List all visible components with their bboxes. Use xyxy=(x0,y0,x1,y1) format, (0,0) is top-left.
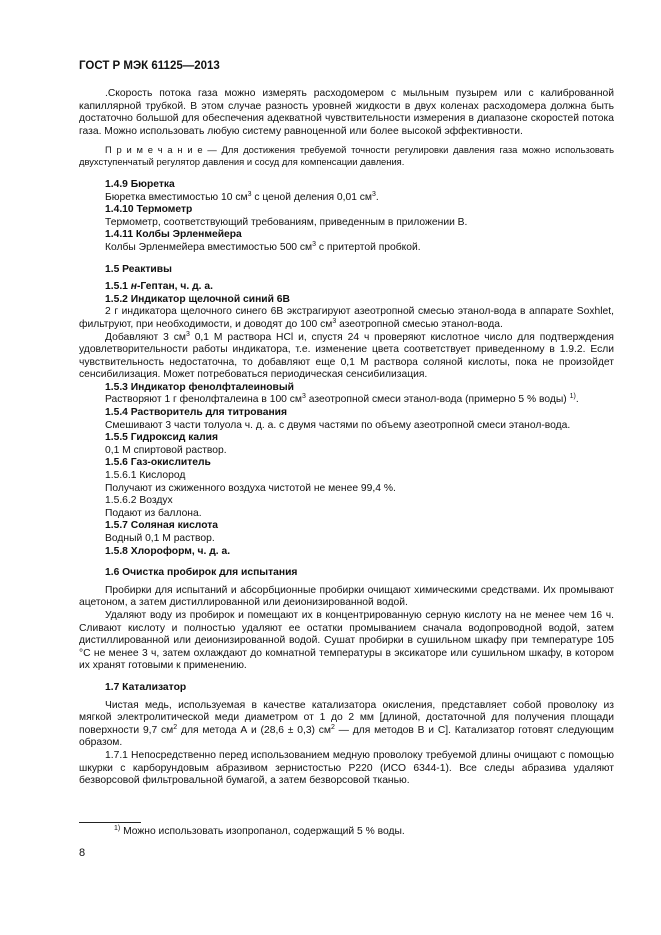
text-1-4-10: Термометр, соответствующий требованиям, приведенным в приложении В. xyxy=(105,216,468,228)
text-1-5-6-2: 1.5.6.2 Воздух xyxy=(105,495,173,507)
heading-1-5-4: 1.5.4 Растворитель для титрования xyxy=(105,407,288,419)
paragraph-1-7-a: Чистая медь, используемая в качестве катализатора окисления, представляет собой проволоку из мягкой электролитической меди диаметром от 1 до 2 мм [длиной, достаточной для получения площади поверхности 9,7 $см^2$ для метода А и (28,6 ± 0,3) $см^2$ — для методов В и С]. Катализатор готовят следующим образом. xyxy=(79,699,614,749)
paragraph-1-6-b: Удаляют воду из пробирок и помещают их в концентрированную серную кислоту на не менее чем 16 ч. Сливают кислоту и полностью удаляют ее остатки промыванием сначала водопроводной водой, затем дистиллированной или деионизированной водой. Сушат пробирки в сушильном шкафу при температуре 105 °С не менее 3 ч, затем охлаждают до комнатной температуры в эксикаторе или сушильном шкафу, в котором их хранят готовыми к применению. xyxy=(79,609,614,672)
text-1-4-9: Бюретка вместимостью 10 $см^3$ с ценой деления 0,01 $см^3$. xyxy=(105,190,379,203)
heading-1-4-10: 1.4.10 Термометр xyxy=(105,204,193,216)
footnote: $^{1)}$ Можно использовать изопропанол, содержащий 5 % воды. xyxy=(114,825,405,837)
document-body xyxy=(79,88,614,788)
text-1-5-7: Водный 0,1 М раствор. xyxy=(105,533,215,544)
heading-1-5-1: 1.5.1 н-Гептан, ч. д. а. xyxy=(105,281,213,293)
text-1-5-6-2-body: Подают из баллона. xyxy=(105,507,202,519)
footnote-ref: 1) xyxy=(569,393,576,401)
note: П р и м е ч а н и е — Для достижения требуемой точности регулировки давления газа можно использовать двухступенчатый регулятор давления и сосуд для компенсации давления. xyxy=(79,144,614,168)
text-1-5-6-1: 1.5.6.1 Кислород xyxy=(105,470,186,482)
heading-1-4-11: 1.4.11 Колбы Эрленмейера xyxy=(105,229,242,241)
page-number: 8 xyxy=(79,847,86,859)
section-heading-1-5: 1.5 Реактивы xyxy=(105,263,172,275)
paragraph-1-6-a: Пробирки для испытаний и абсорбционные пробирки очищают химическими средствами. Их промывают ацетоном, а затем дистиллированной или деионизированной водой. xyxy=(79,584,614,609)
heading-1-5-3: 1.5.3 Индикатор фенолфталеиновый xyxy=(105,381,294,393)
heading-1-5-7: 1.5.7 Соляная кислота xyxy=(105,520,219,532)
text-1-5-3: Растворяют 1 г фенолфталеина в 100 $см^3$ азеотропной смеси этанол-вода (примерно 5 % воды) $^{1)}$. xyxy=(105,393,579,406)
paragraph-1-7-1: 1.7.1 Непосредственно перед использованием медную проволоку требуемой длины очищают с помощью шкурки с карборундовым абразивом зернистостью Р220 (ИСО 6344-1). Все следы абразива удаляют безворсовой фильтровальной бумагой, а затем безворсовой тканью. xyxy=(79,749,614,787)
text-1-5-6-1-body: Получают из сжиженного воздуха чистотой не менее 99,4 %. xyxy=(105,482,396,494)
heading-1-5-6: 1.5.6 Газ-окислитель xyxy=(105,457,211,469)
paragraph-1-5-2-b: Добавляют 3 $см^3$ 0,1 М раствора HCl и, спустя 24 ч проверяют кислотное число для подтверждения удовлетворительности работы индикатора, т.е. изменение цвета соответствует приведенному в 1.9.2. Если чувствительность недостаточна, то добавляют еще 0,1 М раствора соляной кислоты, пока не произойдет сенсибилизация. Может потребоваться периодическая сенсибилизация. xyxy=(79,330,614,381)
heading-1-5-5: 1.5.5 Гидроксид калия xyxy=(105,432,219,444)
paragraph-1-5-2-a: 2 г индикатора щелочного синего 6В экстрагируют азеотропной смесью этанол-вода в аппарате Soxhlet, фильтруют, при необходимости, и доводят до 100 $см^3$ азеотропной смесью этанол-вода. xyxy=(79,306,614,330)
footnote-divider xyxy=(79,822,141,823)
document-header: ГОСТ Р МЭК 61125—2013 xyxy=(79,60,220,72)
text-1-5-4: Смешивают 3 части толуола ч. д. а. с двумя частями по объему азеотропной смеси этанол-вода. xyxy=(105,419,571,431)
heading-1-5-8: 1.5.8 Хлороформ, ч. д. а. xyxy=(105,545,231,557)
heading-1-5-2: 1.5.2 Индикатор щелочной синий 6В xyxy=(105,293,290,305)
section-heading-1-7: 1.7 Катализатор xyxy=(105,681,187,693)
text-1-4-11: Колбы Эрленмейера вместимостью 500 $см^3$ с притертой пробкой. xyxy=(105,240,421,253)
section-heading-1-6: 1.6 Очистка пробирок для испытания xyxy=(105,567,298,579)
paragraph-gas-flow: .Скорость потока газа можно измерять расходомером с мыльным пузырем или с калиброванной капиллярной трубкой. В этом случае разность уровней жидкости в двух коленах расходомера должна быть достаточно большой для обеспечения адекватной чувствительности измерения в диапазоне скоростей потока газа. Можно использовать любую систему равноценной или более высокой эффективности. xyxy=(79,88,614,137)
text-1-5-5: 0,1 М спиртовой раствор. xyxy=(105,444,227,456)
heading-1-4-9: 1.4.9 Бюретка xyxy=(105,178,175,190)
